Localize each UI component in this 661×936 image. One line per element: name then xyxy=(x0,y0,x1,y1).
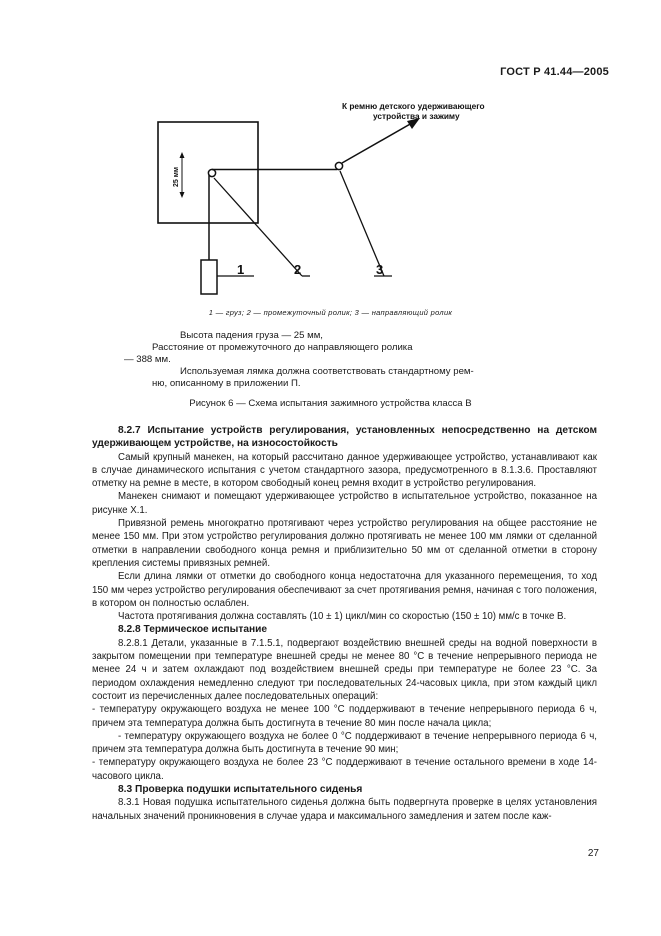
callout-1: 1 xyxy=(237,262,245,277)
paragraph: Манекен снимают и помещают удерживающее устройство в испытательное устройство, показанное на рисунке Х.1. xyxy=(92,491,597,516)
bullet-item: - температуру окружающего воздуха не более 0 °С поддерживают в течение непрерывного периода 6 ч, причем эта температура должна быть достигнута в течение 90 мин; xyxy=(92,730,597,756)
dimension-arrow-top xyxy=(180,152,185,158)
weight-block xyxy=(201,260,217,294)
paragraph: Привязной ремень многократно протягивают через устройство регулирования на общее расстояние не менее 150 мм. При этом устройство регулирования должно протягивать не менее 100 мм лямки от сделанной отметки в направлении свободного конца ремня и приблизительно 50 мм от сделанной отметки в сторону крепления системы привязных ремней. xyxy=(92,518,597,569)
bullet-item: - температуру окружающего воздуха не менее 100 °С поддерживают в течение непрерывного периода 6 ч, причем эта температура должна быть достигнута в течение 80 мин после начала цикла; xyxy=(92,704,597,729)
strap-to-restraint xyxy=(342,123,412,163)
note-line: Расстояние от промежуточного до направляющего ролика xyxy=(152,342,413,353)
test-scheme-figure xyxy=(0,0,661,300)
section-heading-83: 8.3 Проверка подушки испытательного сиденья xyxy=(118,784,363,796)
bullet-item: - температуру окружающего воздуха не более 23 °С поддерживают в течение остального времени в ходе 14-часового цикла. xyxy=(92,757,597,782)
note-line: Используемая лямка должна соответствовать стандартному рем- xyxy=(180,366,474,377)
dimension-arrow-bottom xyxy=(180,192,185,198)
paragraph: Частота протягивания должна составлять (10 ± 1) цикл/мин со скоростью (150 ± 10) мм/с в точке В. xyxy=(118,611,567,623)
paragraph: 8.3.1 Новая подушка испытательного сиденья должна быть подвергнута проверке в целях установления начальных значений проникновения в случае удара и максимального замедления и затем после каж- xyxy=(92,797,597,822)
callout-2: 2 xyxy=(294,262,302,277)
standard-header: ГОСТ Р 41.44—2005 xyxy=(500,66,609,78)
note-line: ню, описанному в приложении П. xyxy=(152,378,301,389)
figure-caption: Рисунок 6 — Схема испытания зажимного устройства класса В xyxy=(189,398,472,409)
intermediate-roller xyxy=(208,169,215,176)
note-line: — 388 мм. xyxy=(124,354,171,365)
paragraph: Самый крупный манекен, на который рассчитано данное удерживающее устройство, устанавливают как в случае динамического испытания с учетом стандартного зазора, предусмотренного в 8.1.3.6. Проставляют отметку на ремне в месте, в котором свободный конец ремня входит в устройство регулирования. xyxy=(92,451,597,490)
section-heading-828: 8.2.8 Термическое испытание xyxy=(118,624,268,636)
paragraph: 8.2.8.1 Детали, указанные в 7.1.5.1, подвергают воздействию внешней среды на водной поверхности в закрытом помещении при температуре внешней среды не менее 80 °С в течение непрерывного периода не менее 24 ч и затем охлаждают под воздействием внешней среды при температуре не более 23 °С. За периодом охлаждения немедленно следуют три последовательных 24-часовых цикла, при этом каждый цикл состоит из перечисленных далее последовательных операций: xyxy=(92,637,597,702)
document-body xyxy=(92,424,597,823)
figure-notes xyxy=(124,330,487,390)
note-line: Высота падения груза — 25 мм, xyxy=(180,330,323,341)
guide-roller xyxy=(335,162,342,169)
callout-3: 3 xyxy=(376,262,384,277)
dimension-label: 25 мм xyxy=(173,166,180,187)
callout-line-3 xyxy=(340,171,384,276)
arrow-label-line2: устройства и зажиму xyxy=(373,111,460,121)
section-heading-827: 8.2.7 Испытание устройств регулирования, установленных непосредственно на детском удерживающем устройстве, на износостойкость xyxy=(92,425,597,450)
figure-legend: 1 — груз; 2 — промежуточный ролик; 3 — направляющий ролик xyxy=(208,308,453,317)
arrow-label-line1: К ремню детского удерживающего xyxy=(342,101,485,111)
paragraph: Если длина лямки от отметки до свободного конца недостаточна для указанного перемещения, то ход 150 мм через устройство регулирования обеспечивают за счет протягивания ремня, начиная с того положения, в котором он полностью ослаблен. xyxy=(92,571,597,609)
page-number: 27 xyxy=(587,848,599,859)
